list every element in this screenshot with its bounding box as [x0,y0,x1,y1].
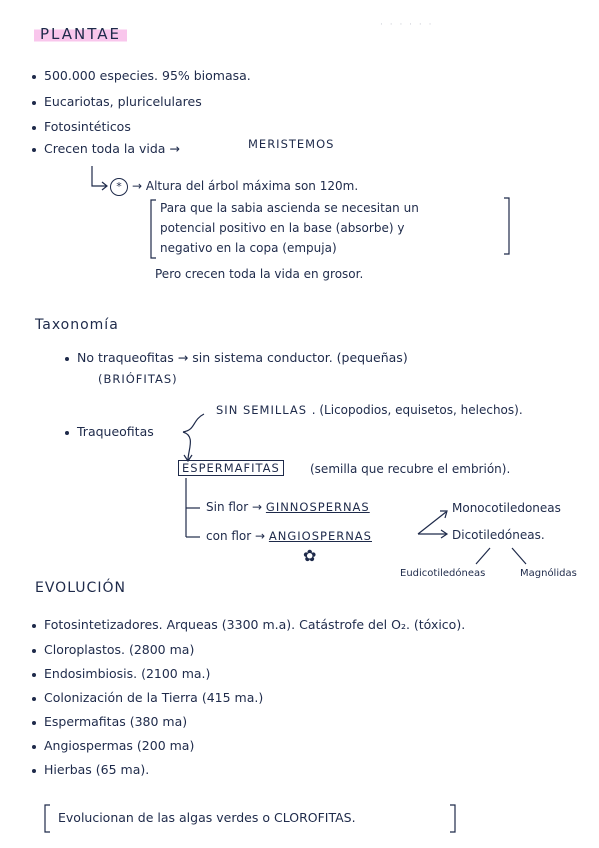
eudicot-label: Eudicotiledóneas [400,568,486,579]
monocot-label: Monocotiledoneas [452,501,561,515]
flower-icon: ✿ [303,546,317,565]
sap-explanation [160,198,419,258]
espermafitas-node: ESPERMAFITAS [178,461,284,475]
sin-semillas: SIN SEMILLAS . (Licopodios, equisetos, helechos). [216,403,523,417]
bullet-dot-icon [32,673,36,677]
bullet-dot-icon [32,101,36,105]
bullet-dot-icon [32,769,36,773]
evolution-item: Endosimbiosis. (2100 ma.) [32,666,210,681]
evolution-item: Angiospermas (200 ma) [32,738,194,753]
bullet-dot-icon [65,431,69,435]
evolution-item: Espermafitas (380 ma) [32,714,187,729]
grosor-note: Pero crecen toda la vida en grosor. [155,267,364,281]
tree-height-text: Altura del árbol máxima son 120m. [145,179,359,193]
briofitas-label: (BRIÓFITAS) [98,372,178,386]
sap-line: Para que la sabia ascienda se necesitan un [160,201,419,215]
no-traqueofitas-item: No traqueofitas → sin sistema conductor. (pequeñas) [65,350,408,365]
gimnospermas-label: GINNOSPERNAS [265,500,370,514]
dicot-to-magnolidas [512,548,526,564]
bullet-dot-icon [32,697,36,701]
bullet-dot-icon [32,721,36,725]
angiospermas-label: ANGIOSPERNAS [268,529,372,543]
bullet-dot-icon [32,126,36,130]
intro-bullet: Eucariotas, pluricelulares [32,94,202,109]
bullet-dot-icon [32,148,36,152]
taxonomy-heading: Taxonomía [35,317,119,333]
bullet-dot-icon [32,745,36,749]
left-bracket-sap [151,200,156,258]
circled-asterisk-icon: * [110,178,128,196]
right-bracket-conclusion [450,805,455,832]
traq-branch-up [183,414,204,432]
faint-header-marks: · · · · · · [380,20,434,30]
magnolidas-label: Magnólidas [520,568,577,579]
evolution-conclusion: Evolucionan de las algas verdes o CLOROFITAS. [58,810,356,825]
evolution-item: Hierbas (65 ma). [32,762,149,777]
traqueofitas-item: Traqueofitas [65,424,154,439]
asterisk-note: * → Altura del árbol máxima son 120m. [110,178,358,196]
intro-bullet: 500.000 especies. 95% biomasa. [32,68,251,83]
bullet-dot-icon [65,357,69,361]
bullet-dot-icon [32,649,36,653]
bullet-dot-icon [32,624,36,628]
intro-bullet: Crecen toda la vida → [32,141,180,156]
sap-line: potencial positivo en la base (absorbe) y [160,221,405,235]
con-flor-branch: con flor → ANGIOSPERNAS [206,529,372,543]
page-title: PLANTAE [34,25,127,43]
dicot-to-eudicot [476,548,490,564]
evolution-item: Fotosintetizadores. Arqueas (3300 m.a). Catástrofe del O₂. (tóxico). [32,617,465,632]
sin-flor-branch: Sin flor → GINNOSPERNAS [206,500,370,514]
meristemos-label: MERISTEMOS [248,137,335,151]
left-bracket-conclusion [45,805,50,832]
espermafitas-note: (semilla que recubre el embrión). [310,462,511,476]
evolution-item: Colonización de la Tierra (415 ma.) [32,690,263,705]
intro-bullet: Fotosintéticos [32,119,131,134]
dicot-label: Dicotiledóneas. [452,528,545,542]
right-bracket-sap [504,198,509,254]
evolution-item: Cloroplastos. (2800 ma) [32,642,194,657]
sap-line: negativo en la copa (empuja) [160,241,337,255]
bullet-dot-icon [32,75,36,79]
evolution-heading: EVOLUCIÓN [35,580,126,596]
